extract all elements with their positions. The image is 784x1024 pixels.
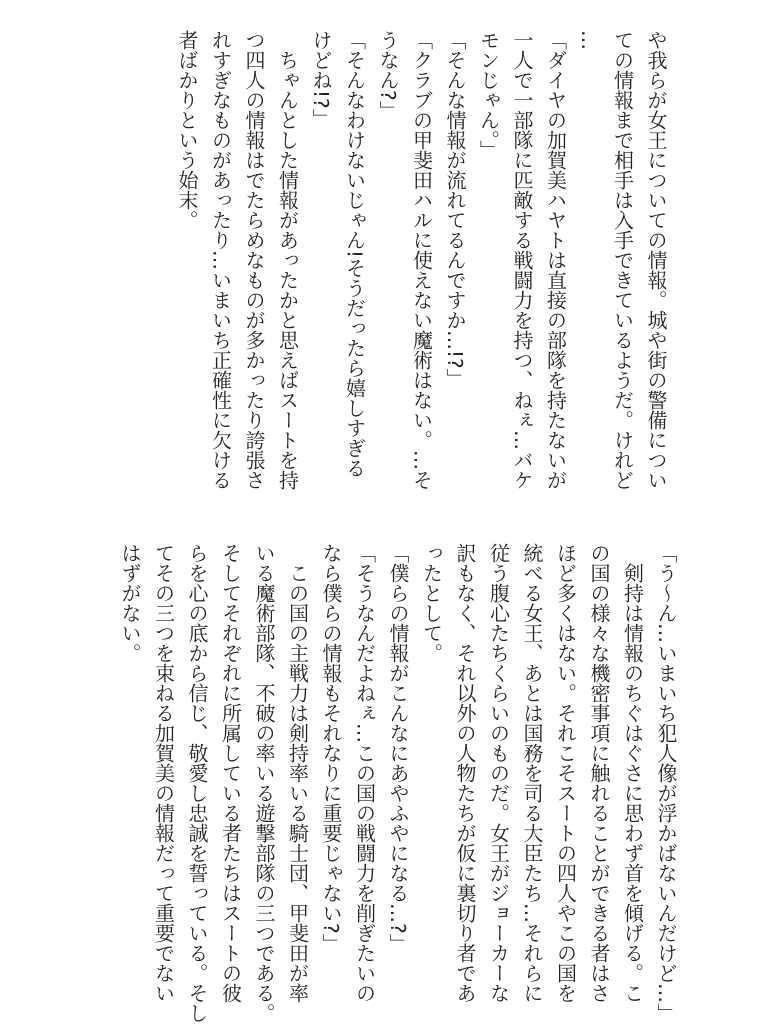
text-line: 統べる女王、あとは国務を司る大臣たち…それらに — [520, 543, 544, 1003]
text-line: … — [577, 30, 601, 50]
text-line: ほど多くはない。それこそスートの四人やこの国を — [553, 543, 578, 1003]
text-line: モンじゃん。」 — [476, 30, 501, 160]
text-line: てその三つを束ねる加賀美の情報だって重要でない — [151, 543, 176, 1003]
text-line: なら僕らの情報もそれなりに重要じゃない?」 — [319, 543, 343, 954]
text-line: 訳もなく、それ以外の人物たちが仮に裏切り者であ — [453, 543, 477, 1003]
text-line: 「クラブの甲斐田ハルに使えない魔術はない。…そ — [409, 30, 434, 490]
text-line: 「僕らの情報がこんなにあやふやになる…?」 — [386, 543, 410, 954]
text-block-bottom — [113, 543, 683, 1023]
text-line: の国の様々な機密事項に触れることができる者はさ — [587, 543, 611, 1003]
text-line: 「そうなんだよねぇ…この国の戦闘力を削ぎたいの — [352, 543, 377, 1003]
text-line: つ四人の情報はでたらめなものが多かったり誇張さ — [242, 30, 266, 490]
text-line: ったとして。 — [419, 543, 444, 663]
text-line: いる魔術部隊、不破の率いる遊撃部隊の三つである。 — [252, 543, 276, 1023]
text-line: れすぎなものがあったり…いまいち正確性に欠ける — [208, 30, 233, 490]
text-line: 「そんな情報が流れてるんですか…!?」 — [443, 30, 467, 389]
text-line: そしてそれぞれに所属している者たちはスートの彼 — [218, 543, 243, 1003]
text-line: 従う腹心たちくらいのものだ。女王がジョーカーな — [486, 543, 511, 1003]
text-line: けどね!?」 — [309, 30, 333, 129]
text-line: この国の主戦力は剣持率いる騎士団、甲斐田が率 — [285, 543, 310, 1003]
text-line: うなん?」 — [376, 30, 400, 121]
text-line: 「ダイヤの加賀美ハヤトは直接の部隊を持たないが — [543, 30, 568, 490]
text-line: らを心の底から信じ、敬愛し忠誠を誓っている。そし — [185, 543, 209, 1023]
text-line: 「う〜ん…いまいち犯人像が浮かばないんだけど…」 — [654, 543, 678, 1023]
text-block-top — [170, 30, 673, 490]
text-line: ちゃんとした情報があったかと思えばスートを持 — [275, 30, 300, 490]
text-line: 「そんなわけないじゃん!そうだったら嬉しすぎる — [342, 30, 367, 479]
text-line: ての情報まで相手は入手できているようだ。けれど — [610, 30, 635, 490]
text-line: 一人で一部隊に匹敵する戦闘力を持つ、ねぇ…バケ — [510, 30, 534, 490]
text-line: 者ばかりという始末。 — [175, 30, 199, 230]
text-line: や我らが女王についての情報。城や街の警備につい — [644, 30, 668, 490]
text-line: 剣持は情報のちぐはぐさに思わず首を傾げる。こ — [620, 543, 645, 1003]
text-line: はずがない。 — [118, 543, 142, 663]
